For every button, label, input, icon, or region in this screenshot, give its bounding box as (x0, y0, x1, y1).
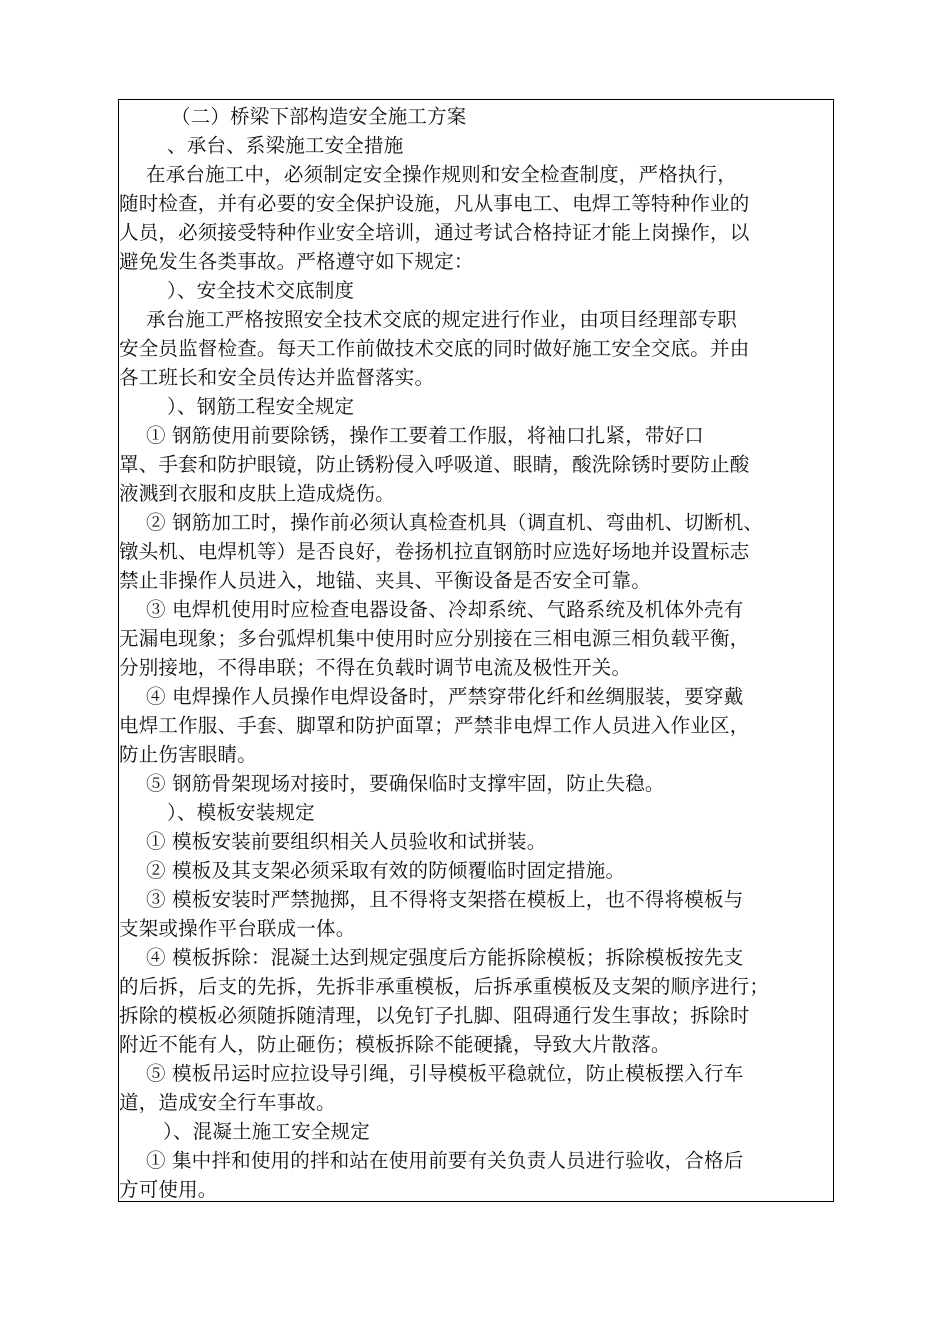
text-line: 承台施工严格按照安全技术交底的规定进行作业，由项目经理部专职 (146, 308, 738, 331)
text-line: 安全员监督检查。每天工作前做技术交底的同时做好施工安全交底。并由 (119, 337, 750, 360)
text-line: ③ 电焊机使用时应检查电器设备、冷却系统、气路系统及机体外壳有 (146, 598, 744, 621)
text-line: （二）桥梁下部构造安全施工方案 (171, 105, 467, 128)
text-line: ③ 模板安装时严禁抛掷，且不得将支架搭在模板上，也不得将模板与 (146, 888, 744, 911)
text-line: 镦头机、电焊机等）是否良好，卷扬机拉直钢筋时应选好场地并设置标志 (119, 540, 750, 563)
text-line: 支架或操作平台联成一体。 (119, 917, 356, 940)
text-line: 禁止非操作人员进入，地锚、夹具、平衡设备是否安全可靠。 (119, 569, 651, 592)
text-line: ④ 模板拆除：混凝土达到规定强度后方能拆除模板；拆除模板按先支 (146, 946, 744, 969)
document-frame (118, 99, 834, 1202)
text-line: 液溅到衣服和皮肤上造成烧伤。 (119, 482, 395, 505)
text-line: 、承台、系梁施工安全措施 (167, 134, 404, 157)
text-line: 电焊工作服、手套、脚罩和防护面罩；严禁非电焊工作人员进入作业区， (119, 714, 750, 737)
text-line: ）、模板安装规定 (167, 801, 315, 824)
text-line: 拆除的模板必须随拆随清理，以免钉子扎脚、阻碍通行发生事故；拆除时 (119, 1004, 750, 1027)
text-line: ④ 电焊操作人员操作电焊设备时，严禁穿带化纤和丝绸服装，要穿戴 (146, 685, 744, 708)
text-line: 附近不能有人，防止砸伤；模板拆除不能硬撬，导致大片散落。 (119, 1033, 671, 1056)
text-line: ⑤ 模板吊运时应拉设导引绳，引导模板平稳就位，防止模板摆入行车 (146, 1062, 744, 1085)
text-line: ① 钢筋使用前要除锈，操作工要着工作服，将袖口扎紧，带好口 (146, 424, 704, 447)
text-line: ② 模板及其支架必须采取有效的防倾覆临时固定措施。 (146, 859, 626, 882)
text-line: 方可使用。 (119, 1178, 218, 1201)
text-line: ）、安全技术交底制度 (167, 279, 355, 302)
text-line: 随时检查，并有必要的安全保护设施，凡从事电工、电焊工等特种作业的 (119, 192, 750, 215)
text-line: ① 集中拌和使用的拌和站在使用前要有关负责人员进行验收，合格后 (146, 1149, 744, 1172)
text-line: ① 模板安装前要组织相关人员验收和试拼装。 (146, 830, 547, 853)
text-line: 无漏电现象；多台弧焊机集中使用时应分别接在三相电源三相负载平衡， (119, 627, 750, 650)
text-line: ⑤ 钢筋骨架现场对接时，要确保临时支撑牢固，防止失稳。 (146, 772, 665, 795)
text-line: 罩、手套和防护眼镜，防止锈粉侵入呼吸道、眼睛，酸洗除锈时要防止酸 (119, 453, 750, 476)
text-line: ）、钢筋工程安全规定 (167, 395, 355, 418)
text-line: 道，造成安全行车事故。 (119, 1091, 336, 1114)
text-line: ）、混凝土施工安全规定 (163, 1120, 370, 1143)
text-line: 人员，必须接受特种作业安全培训，通过考试合格持证才能上岗操作，以 (119, 221, 750, 244)
text-line: 在承台施工中，必须制定安全操作规则和安全检查制度，严格执行， (146, 163, 738, 186)
text-line: ② 钢筋加工时，操作前必须认真检查机具（调直机、弯曲机、切断机、 (146, 511, 764, 534)
text-line: 的后拆，后支的先拆，先拆非承重模板，后拆承重模板及支架的顺序进行； (119, 975, 770, 998)
text-line: 各工班长和安全员传达并监督落实。 (119, 366, 435, 389)
text-line: 避免发生各类事故。严格遵守如下规定： (119, 250, 474, 273)
text-line: 分别接地，不得串联；不得在负载时调节电流及极性开关。 (119, 656, 632, 679)
text-line: 防止伤害眼睛。 (119, 743, 257, 766)
